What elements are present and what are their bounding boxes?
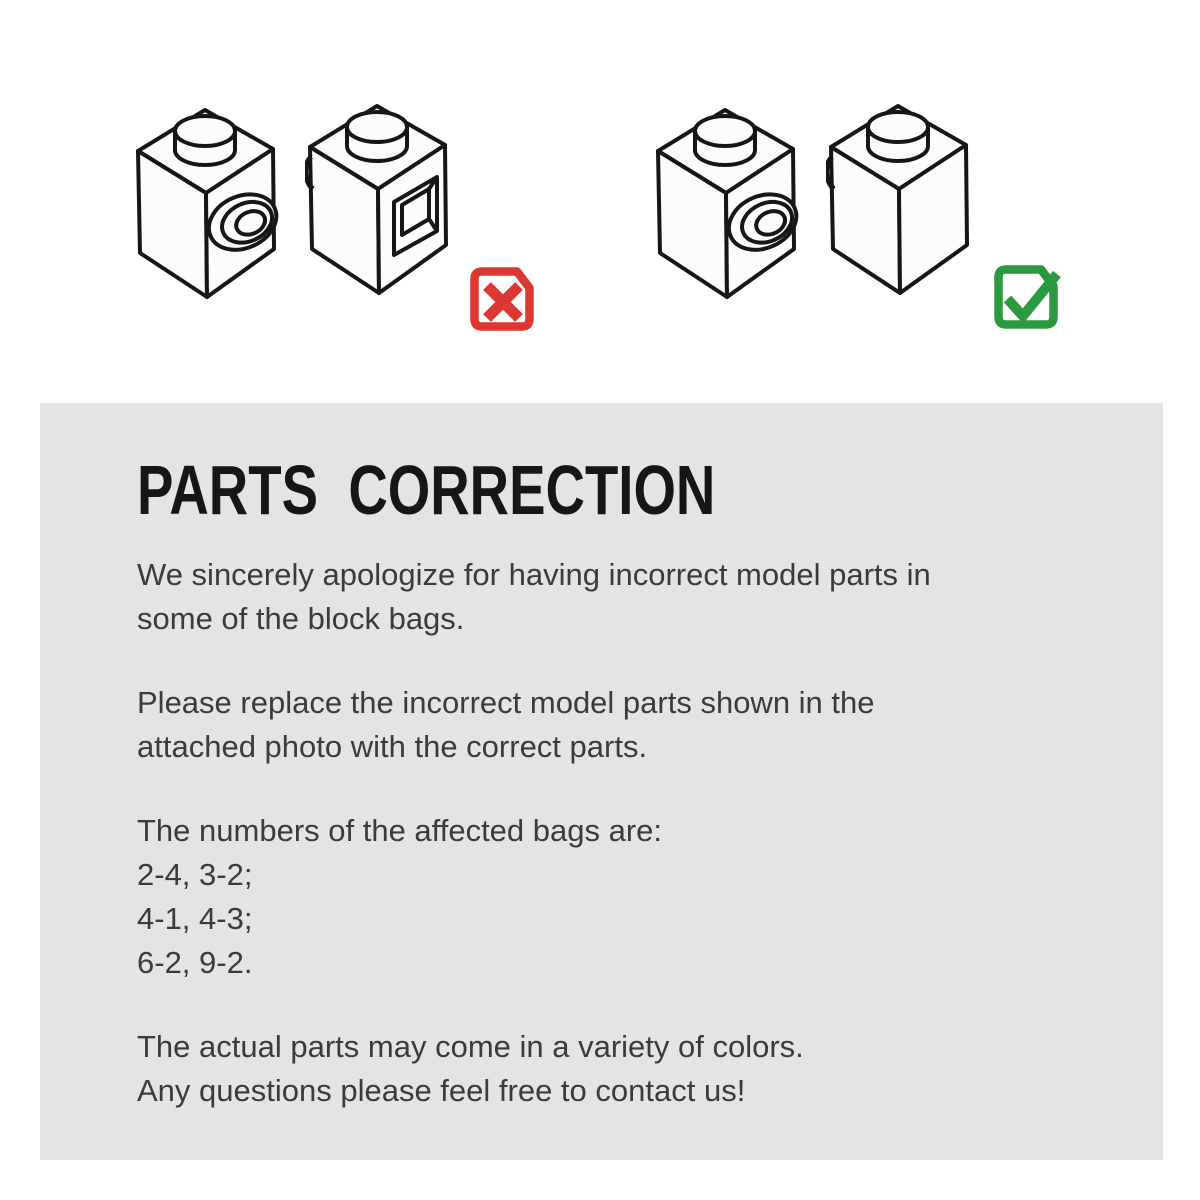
- notice-panel: [40, 403, 1163, 1160]
- side-stud-brick-icon: [653, 103, 803, 303]
- side-stud-brick-icon: [133, 103, 283, 303]
- notice-paragraph-affected-bags: The numbers of the affected bags are: 2-4, 3-2; 4-1, 4-3; 6-2, 9-2.: [137, 813, 663, 980]
- notice-paragraph-contact: The actual parts may come in a variety of colors. Any questions please feel free to contact us!: [137, 1029, 804, 1108]
- plain-brick-icon: [826, 99, 976, 299]
- notice-paragraph-apology: We sincerely apologize for having incorrect model parts in some of the block bags.: [137, 557, 931, 636]
- check-mark-icon: [990, 261, 1062, 333]
- notice-heading: PARTS CORRECTION: [137, 451, 716, 529]
- notice-paragraph-instruction: Please replace the incorrect model parts shown in the attached photo with the correct parts.: [137, 685, 875, 764]
- square-hole-brick-icon: [305, 99, 455, 299]
- x-mark-icon: [466, 263, 538, 335]
